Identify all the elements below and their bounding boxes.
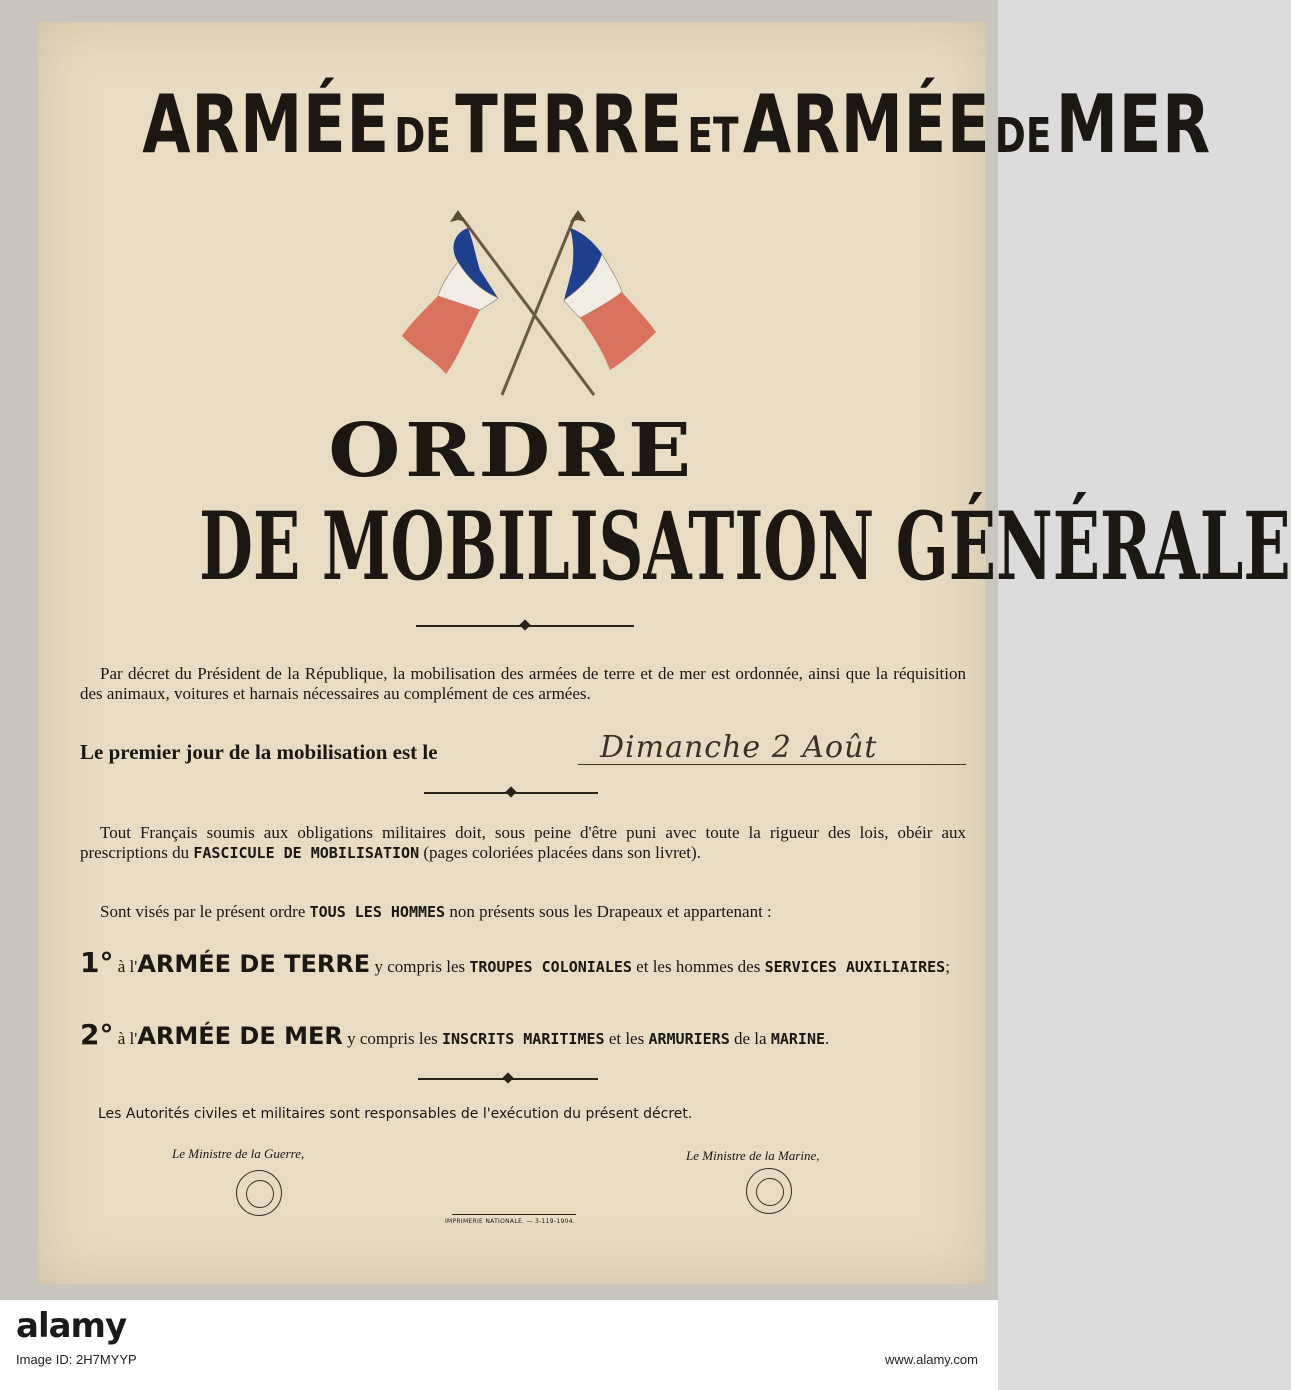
- stock-footer: [0, 1300, 998, 1390]
- title-word: ET: [687, 108, 739, 164]
- imprimerie-credit: IMPRIMERIE NATIONALE. — 3-119-1904.: [444, 1218, 576, 1225]
- inscrits-maritimes-emphasis: INSCRITS MARITIMES: [442, 1030, 605, 1048]
- item-text: et les: [604, 1029, 649, 1048]
- concerned-paragraph: [80, 902, 966, 922]
- item-text: y compris les: [370, 957, 470, 976]
- title-word: ARMÉE: [742, 78, 991, 171]
- first-day-label: Le premier jour de la mobilisation est le: [80, 740, 438, 764]
- concerned-text-end: non présents sous les Drapeaux et appartenant :: [445, 902, 772, 921]
- item-number: 2°: [80, 1018, 114, 1051]
- signature-ministre-marine: Le Ministre de la Marine,: [686, 1148, 820, 1163]
- image-id: Image ID: 2H7MYYP: [16, 1352, 137, 1367]
- crossed-flags-icon: [398, 210, 662, 400]
- item-armee-terre: [80, 946, 966, 979]
- services-auxiliaires-emphasis: SERVICES AUXILIAIRES: [764, 958, 946, 976]
- decree-paragraph: [80, 664, 966, 704]
- signature-ministre-guerre: Le Ministre de la Guerre,: [172, 1146, 305, 1161]
- troupes-coloniales-emphasis: TROUPES COLONIALES: [469, 958, 632, 976]
- marine-emphasis: MARINE: [770, 1030, 826, 1048]
- authorities-paragraph: [98, 1104, 958, 1124]
- poster-title: [142, 78, 1211, 171]
- item-text: à l': [113, 1029, 138, 1048]
- stock-url: www.alamy.com: [885, 1352, 978, 1367]
- imprimerie-rule: [452, 1214, 576, 1215]
- item-armee-mer: [80, 1018, 966, 1051]
- item-text: à l': [113, 957, 138, 976]
- item-text: .: [825, 1029, 830, 1048]
- navy-anchor-seal-icon: [746, 1168, 792, 1214]
- obligation-paragraph: [80, 823, 966, 863]
- mobilisation-heading: DE MOBILISATION GÉNÉRALE: [199, 492, 1291, 602]
- armee-mer-emphasis: ARMÉE DE MER: [137, 1022, 343, 1050]
- ministry-seal-icon: [236, 1170, 282, 1216]
- decree-text: Par décret du Président de la République, la mobilisation des armées de terre et de mer est ordonnée, ainsi que la réquisition des animaux, voitures et harnais nécessaires au complément de ces armées.: [80, 664, 966, 703]
- item-text: de la: [729, 1029, 771, 1048]
- obligation-text: Tout Français soumis aux obligations militaires doit, sous peine d'être puni avec toute la rigueur des lois, obéir aux prescriptions du: [80, 823, 966, 862]
- authorities-text: Les Autorités civiles et militaires sont responsables de l'exécution du présent décret.: [98, 1106, 693, 1122]
- title-word: DE: [394, 108, 451, 164]
- item-text: y compris les: [342, 1029, 442, 1048]
- item-text: ;: [945, 957, 950, 976]
- title-word: MER: [1055, 78, 1211, 171]
- ordre-heading: ORDRE: [328, 408, 696, 494]
- obligation-text-end: (pages coloriées placées dans son livret).: [419, 843, 701, 862]
- title-word: ARMÉE: [142, 78, 390, 171]
- title-word: DE: [994, 108, 1052, 164]
- first-day-value: Dimanche 2 Août: [600, 730, 878, 765]
- armee-terre-emphasis: ARMÉE DE TERRE: [137, 950, 371, 978]
- item-number: 1°: [80, 946, 114, 979]
- armuriers-emphasis: ARMURIERS: [648, 1030, 730, 1048]
- item-text: et les hommes des: [631, 957, 765, 976]
- tous-les-hommes-emphasis: TOUS LES HOMMES: [309, 903, 446, 921]
- concerned-text: Sont visés par le présent ordre: [100, 902, 310, 921]
- title-word: TERRE: [455, 78, 684, 171]
- fascicule-emphasis: FASCICULE DE MOBILISATION: [193, 844, 420, 862]
- alamy-logo: alamy: [16, 1306, 127, 1346]
